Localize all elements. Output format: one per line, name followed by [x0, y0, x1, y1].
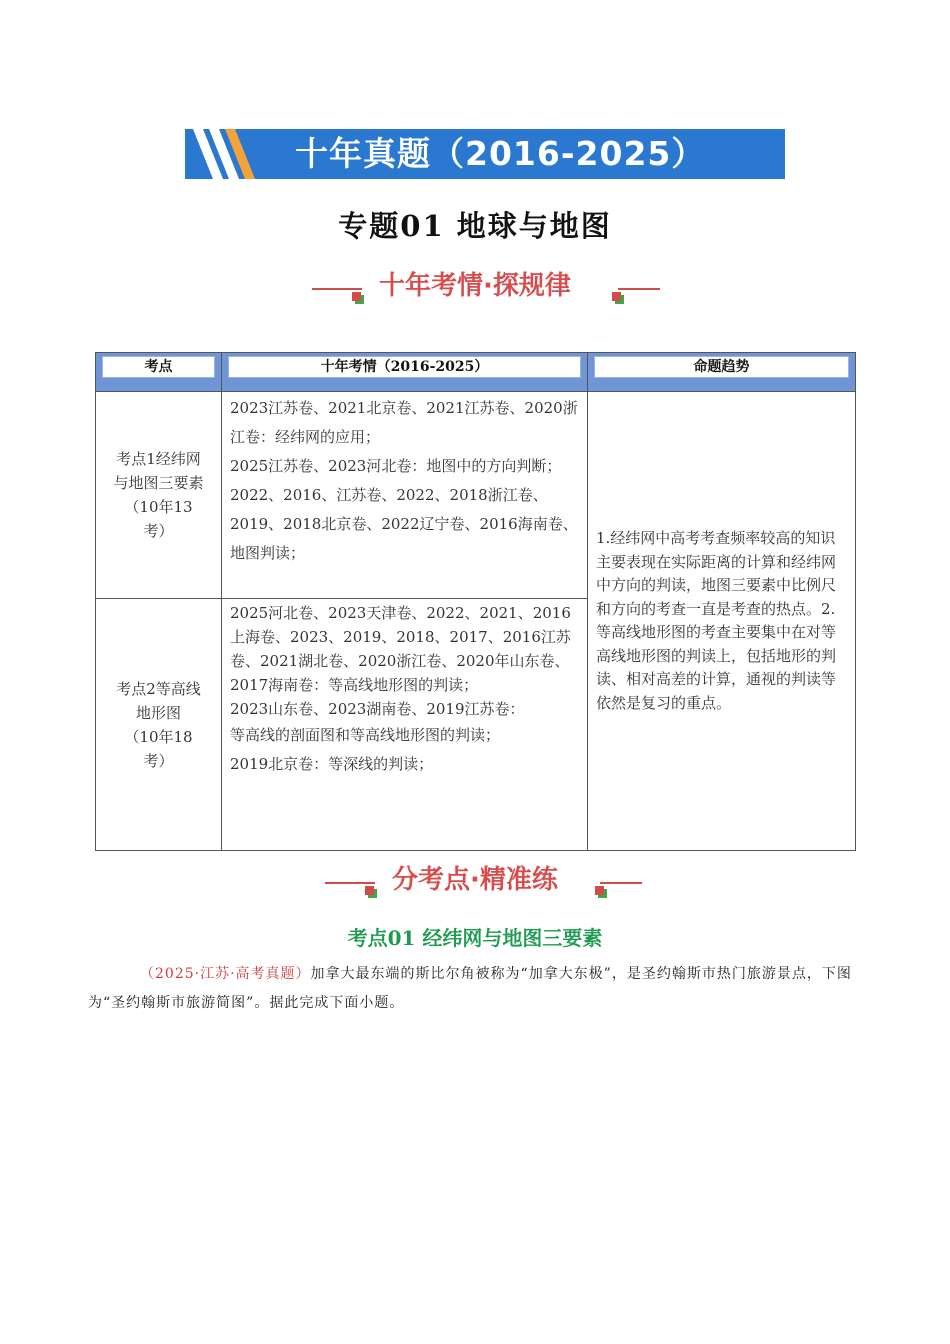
question-text: 加拿大最东端的斯比尔角被称为“加拿大东极”，是圣约翰斯市热门旅游景点，下图为“圣约翰斯市旅游简图”。据此完成下面小题。 [88, 966, 852, 1011]
section-heading-label: 分考点·精准练 [392, 865, 558, 895]
banner-title: 十年真题（2016-2025） [295, 134, 706, 173]
conditions-cell: 2023江苏卷、2021北京卷、2021江苏卷、2020浙江卷：经纬网的应用； 2025江苏卷、2023河北卷：地图中的方向判断； 2022、2016、江苏卷、2022、2018浙江卷、2019、2018北京卷、2022辽宁卷、2016海南卷、地图判读； [222, 392, 588, 599]
question-source: （2025·江苏·高考真题） [140, 966, 311, 982]
header-cell: 考点 [96, 353, 222, 392]
header-cell: 十年考情（2016-2025） [222, 353, 588, 392]
topic-cell: 考点1经纬网 与地图三要素 （10年13 考） [96, 392, 222, 599]
topic-subtitle: 考点01 经纬网与地图三要素 [347, 926, 603, 950]
question-paragraph [88, 960, 866, 1018]
table-row [96, 392, 856, 599]
table-header-row [96, 353, 856, 392]
topic-cell: 考点2等高线 地形图 （10年18 考） [96, 599, 222, 851]
exam-trend-table [95, 352, 856, 851]
square-icon [595, 886, 604, 895]
section-heading-label: 十年考情·探规律 [379, 271, 571, 301]
section-heading-practice [0, 860, 950, 900]
square-icon [612, 292, 621, 301]
trend-cell: 1.经纬网中高考考查频率较高的知识主要表现在实际距离的计算和经纬网中方向的判读，地图三要素中比例尺和方向的考查一直是考查的热点。2.等高线地形图的考查主要集中在对等高线地形图的判读上，包括地形的判读、相对高差的计算，通视的判读等依然是复习的重点。 [588, 392, 856, 851]
stripes-decoration [185, 129, 275, 179]
section-heading-trends [0, 266, 950, 306]
banner [185, 129, 785, 179]
header-cell: 命题趋势 [588, 353, 856, 392]
conditions-cell: 2025河北卷、2023天津卷、2022、2021、2016上海卷、2023、2019、2018、2017、2016江苏卷、2021湖北卷、2020浙江卷、2020年山东卷、2017海南卷：等高线地形图的判读； 2023山东卷、2023湖南卷、2019江苏卷： 等高线的剖面图和等高线地形图的判读； 2019北京卷：等深线的判读； [222, 599, 588, 851]
document-title: 专题01 地球与地图 [338, 209, 612, 243]
